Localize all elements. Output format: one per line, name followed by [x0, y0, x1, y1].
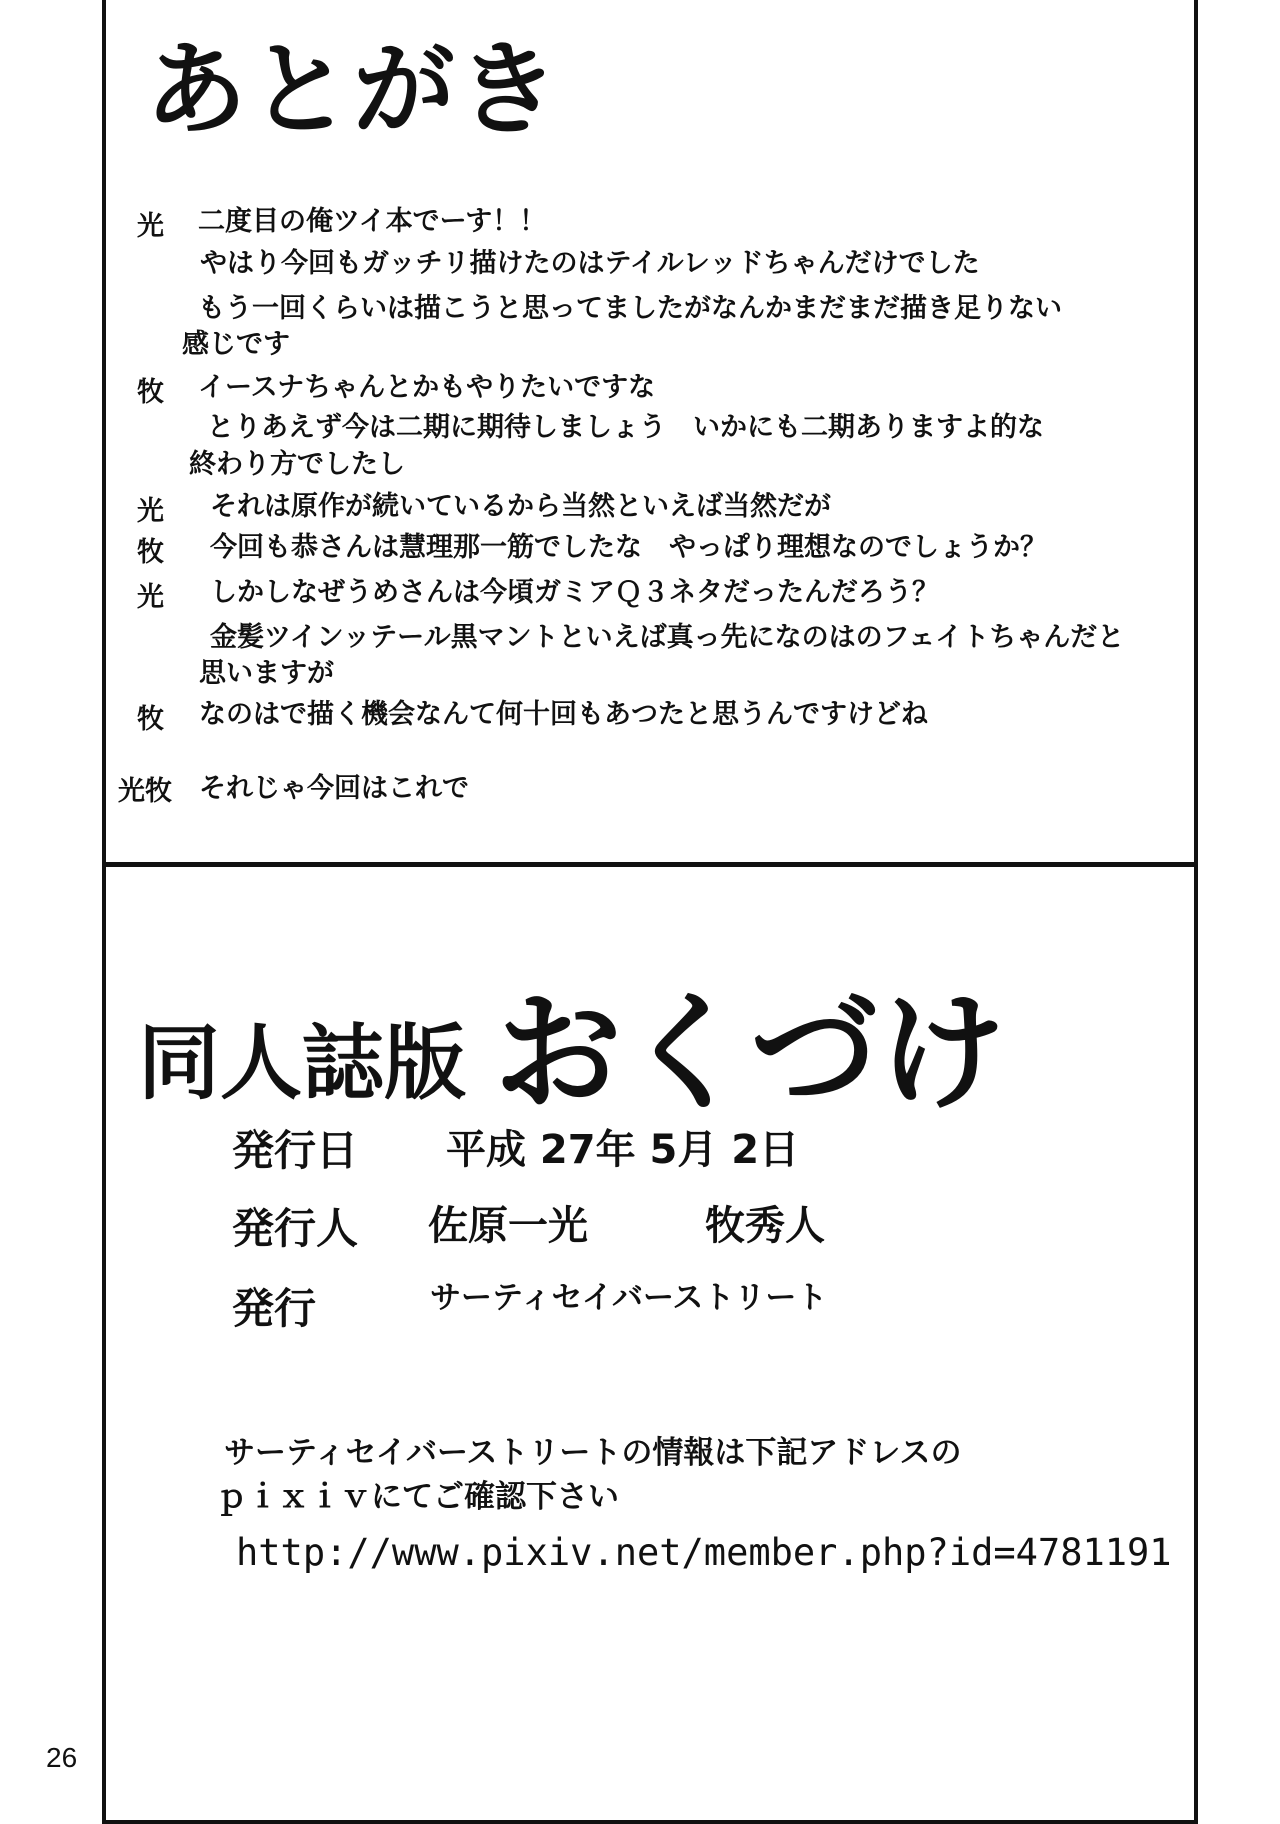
dialogue-line: イースナちゃんとかもやりたいですな [198, 372, 656, 403]
publisher-name: 牧秀人 [705, 1203, 825, 1249]
circle-name: サーティセイバーストリート [430, 1280, 828, 1316]
circle-label: 発行 [232, 1284, 317, 1333]
publisher-label: 発行人 [232, 1204, 359, 1253]
dialogue-line: もう一回くらいは描こうと思ってましたがなんかまだまだ描き足りない [198, 293, 1062, 324]
notice-line: ｐｉｘｉｖにてご確認下さい [216, 1479, 619, 1515]
dialogue-line: それは原作が続いているから当然といえば当然だが [210, 491, 831, 522]
dialogue-line: 金髪ツインッテール黒マントといえば真っ先になのはのフェイトちゃんだと [210, 622, 1125, 653]
speaker-label: 牧 [137, 537, 164, 568]
publisher-name: 佐原一光 [428, 1203, 588, 1249]
issue-date-value: 平成 27年 5月 2日 [446, 1127, 800, 1173]
dialogue-line: それじゃ今回はこれで [199, 773, 469, 804]
speaker-label: 牧 [137, 704, 164, 735]
dialogue-line: なのはで描く機会なんて何十回もあつたと思うんですけどね [199, 699, 928, 730]
dialogue-line: とりあえず今は二期に期待しましょう いかにも二期ありますよ的な [207, 412, 1044, 443]
dialogue-line: 今回も恭さんは慧理那一筋でしたな やっぱり理想なのでしょうか？ [210, 532, 1047, 563]
issue-date-label: 発行日 [232, 1126, 359, 1175]
section-divider [102, 862, 1198, 867]
colophon-title [138, 979, 1007, 1128]
dialogue-line: 感じです [182, 329, 290, 360]
pixiv-url: http://www.pixiv.net/member.php?id=4781191 [236, 1531, 1172, 1574]
speaker-label: 牧 [137, 377, 164, 408]
dialogue-line: しかしなぜうめさんは今頃ガミアＱ３ネタだったんだろう？ [210, 577, 939, 608]
afterword-title: あとがき [145, 31, 561, 150]
speaker-label: 光 [137, 496, 164, 527]
speaker-label: 光 [137, 211, 164, 242]
speaker-label: 光牧 [118, 776, 172, 807]
dialogue-line: やはり今回もガッチリ描けたのはテイルレッドちゃんだけでした [200, 248, 980, 279]
notice-line: サーティセイバーストリートの情報は下記アドレスの [224, 1435, 962, 1471]
speaker-label: 光 [137, 582, 164, 613]
dialogue-line: 二度目の俺ツイ本でーす！！ [198, 206, 547, 237]
page-number: 26 [46, 1742, 78, 1773]
dialogue-line: 終わり方でしたし [189, 449, 405, 480]
colophon-title-prefix: 同人誌版 [138, 1016, 467, 1111]
colophon-title-main: おくづけ [494, 979, 1007, 1128]
dialogue-line: 思いますが [199, 658, 334, 689]
